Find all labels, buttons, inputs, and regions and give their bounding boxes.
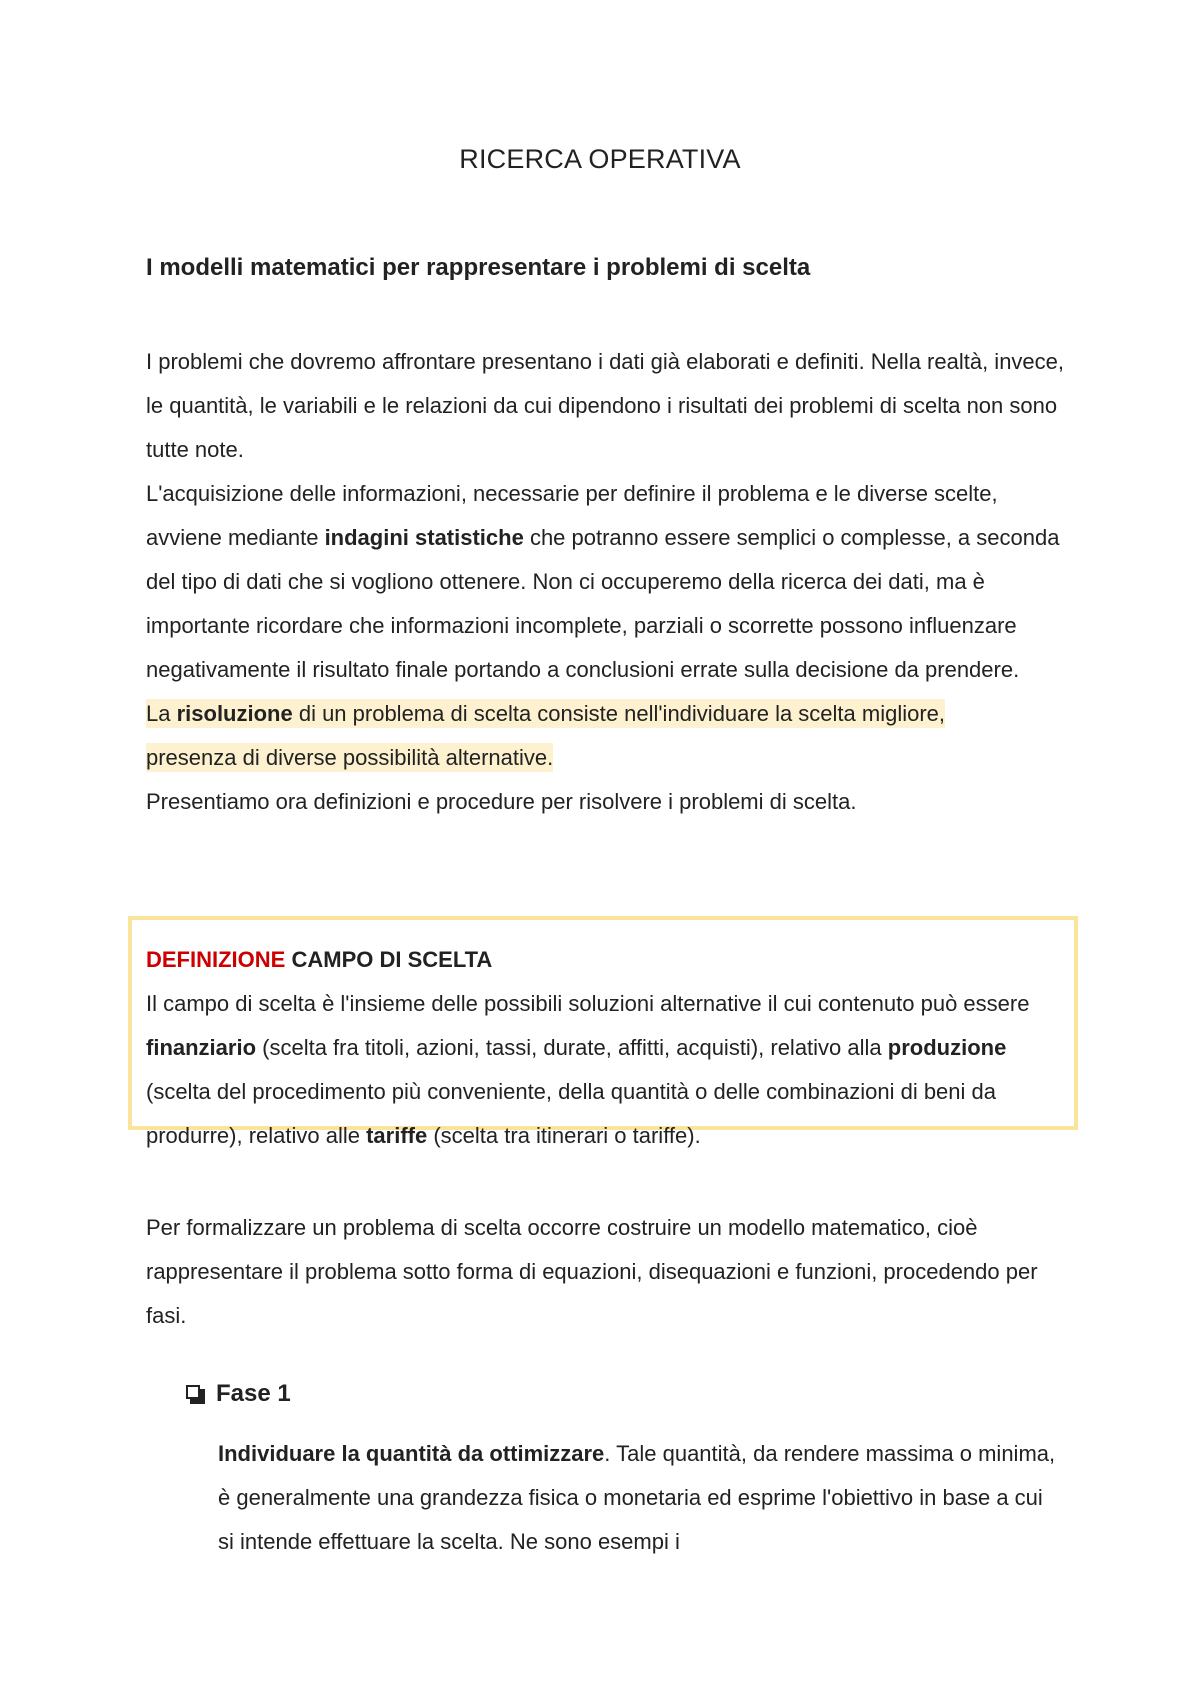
phase-1-heading [186,1380,291,1408]
section-heading: I modelli matematici per rappresentare i problemi di scelta [146,254,811,281]
highlight: presenza di diverse possibilità alternative. [146,745,554,770]
intro-section [146,340,1066,824]
bold-term: finanziario [146,1035,257,1060]
intro-paragraph-4: Presentiamo ora definizioni e procedure per risolvere i problemi di scelta. [146,789,857,814]
intro-paragraph-2: L'acquisizione delle informazioni, necessarie per definire il problema e le diverse scelte, avviene mediante indagini statistiche che potranno essere semplici o complesse, a seconda del tipo di dati che si vogliono ottenere. Non ci occuperemo della ricerca dei dati, ma è importante ricordare che informazioni incomplete, parziali o scorrette possono influenzare negativamente il risultato finale portando a conclusioni errate sulla decisione da prendere. [146,481,1060,682]
intro-paragraph-1: I problemi che dovremo affrontare presentano i dati già elaborati e definiti. Nella realtà, invece, le quantità, le variabili e le relazioni da cui dipendono i risultati dei problemi di scelta non sono tutte note. [146,349,1065,462]
bold-term: tariffe [366,1123,428,1148]
bold-term: risoluzione [176,701,293,726]
definition-header [146,938,1060,982]
formalization-paragraph [146,1206,1066,1338]
definition-label: DEFINIZIONE [146,947,286,972]
phase-1-text: Individuare la quantità da ottimizzare. Tale quantità, da rendere massima o minima, è generalmente una grandezza fisica o monetaria ed esprime l'obiettivo in base a cui si intende effettuare la scelta. Ne sono esempi i [218,1441,1056,1554]
bold-term: indagini statistiche [324,525,524,550]
formalization-text: Per formalizzare un problema di scelta occorre costruire un modello matematico, cioè rappresentare il problema sotto forma di equazioni, disequazioni e funzioni, procedendo per fasi. [146,1215,1038,1328]
phase-1-body [218,1432,1058,1564]
bold-term: Individuare la quantità da ottimizzare [218,1441,605,1466]
bold-term: produzione [887,1035,1007,1060]
definition-box [128,916,1078,1148]
definition-term: CAMPO DI SCELTA [291,947,493,972]
highlighted-paragraph [146,692,1066,780]
checkbox-icon [186,1385,204,1403]
phase-title: Fase 1 [216,1380,291,1407]
highlight: La risoluzione di un problema di scelta consiste nell'individuare la scelta migliore, [146,701,946,726]
definition-text: Il campo di scelta è l'insieme delle possibili soluzioni alternative il cui contenuto può essere finanziario (scelta fra titoli, azioni, tassi, durate, affitti, acquisti), relativo alla produzione (scelta del procedimento più conveniente, della quantità o delle combinazioni di beni da produrre), relativo alle tariffe (scelta tra itinerari o tariffe). [146,991,1030,1148]
document-title: RICERCA OPERATIVA [459,144,741,174]
